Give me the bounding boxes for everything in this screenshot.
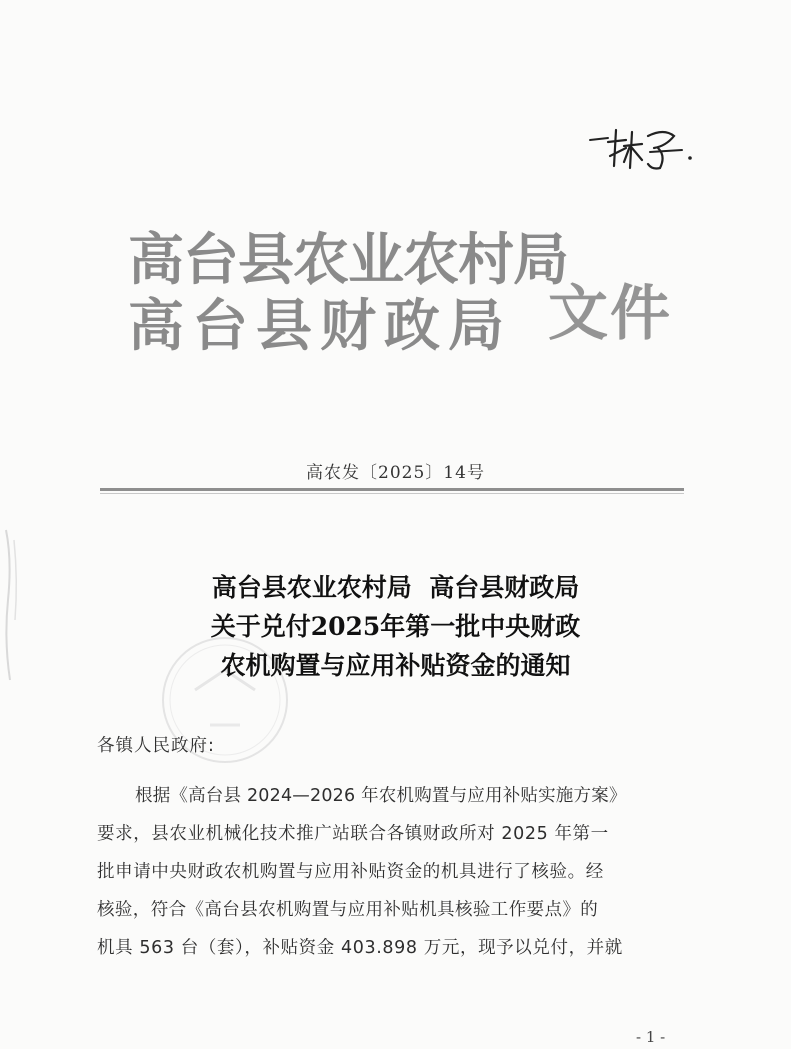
notice-title [0,568,791,685]
body-line-5: 机具 563 台（套），补贴资金 403.898 万元，现予以兑付，并就 [97,938,623,958]
body-line-3: 批申请中央财政农机购置与应用补贴资金的机具进行了核验。经 [97,862,604,882]
issuer-block [128,228,568,360]
page-number: - 1 - [636,1028,666,1046]
title-line-2: 关于兑付2025年第一批中央财政 [210,612,581,641]
body-line-1: 根据《高台县 2024—2026 年农机购置与应用补贴实施方案》 [135,786,627,806]
title-line-1: 高台县农业农村局 高台县财政局 [211,573,580,602]
doc-type-label: 文件 [548,279,672,349]
body-line-4: 核验，符合《高台县农机购置与应用补贴机具核验工作要点》的 [97,900,599,920]
handwritten-signature [586,122,716,174]
title-line-3: 农机购置与应用补贴资金的通知 [220,651,571,680]
header-rule-shadow [100,493,684,494]
salutation: 各镇人民政府: [97,736,215,756]
issuer-line-2: 高台县财政局 [128,294,512,359]
header-rule [100,488,684,491]
issuer-line-1: 高台县农业农村局 [128,228,568,293]
body-line-2: 要求，县农业机械化技术推广站联合各镇财政所对 2025 年第一 [97,824,609,844]
document-number: 高农发〔2025〕14号 [306,463,485,483]
